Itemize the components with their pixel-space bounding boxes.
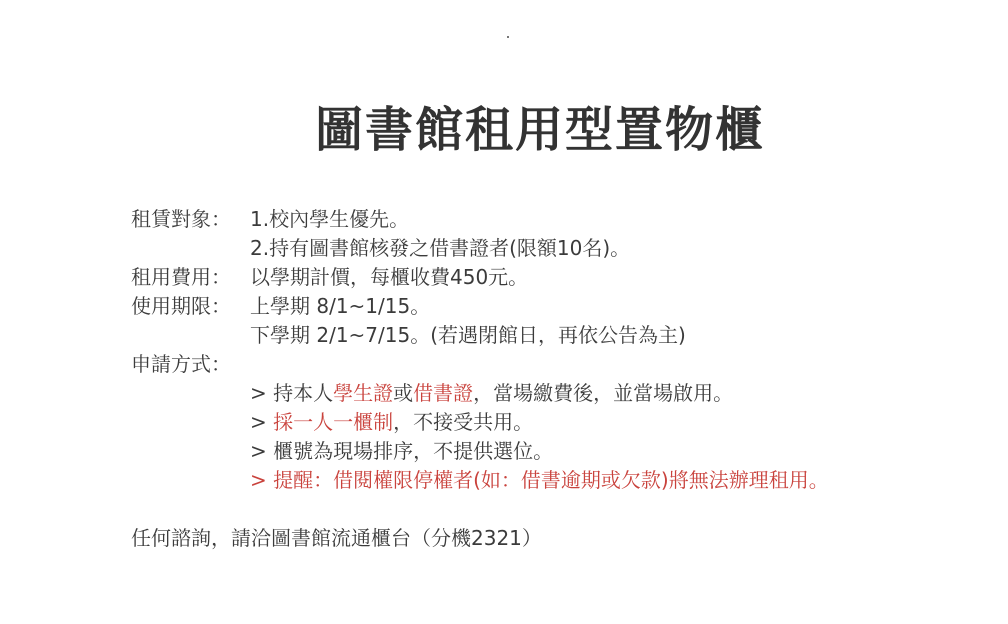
- rental-target-label: 租賃對象：: [131, 207, 231, 231]
- top-dot-mark: [507, 36, 509, 38]
- info-content: [131, 205, 991, 553]
- rental-target-item-2: 2.持有圖書館核發之借書證者(限額10名)。: [250, 236, 631, 260]
- contact-text: 任何諮詢，請洽圖書館流通櫃台（分機2321）: [131, 526, 542, 550]
- step-2-suffix: ，不接受共用。: [393, 410, 534, 434]
- step-1-suffix: ，當場繳費後，並當場啟用。: [473, 381, 734, 405]
- application-step-2: [131, 408, 991, 437]
- step-1-prefix: > 持本人: [250, 381, 334, 405]
- application-method-label: 申請方式：: [131, 352, 231, 376]
- rental-target-row-2: [131, 234, 991, 263]
- step-2-prefix: >: [250, 410, 274, 434]
- usage-period-row-2: [131, 321, 991, 350]
- step-1-connector: 或: [393, 381, 414, 405]
- rental-fee-value: 以學期計價，每櫃收費450元。: [250, 265, 529, 289]
- application-step-1: [131, 379, 991, 408]
- reminder-text: > 提醒：借閱權限停權者(如：借書逾期或欠款)將無法辦理租用。: [250, 468, 829, 492]
- contact-row: [131, 524, 991, 553]
- application-step-3: [131, 437, 991, 466]
- rental-fee-row: [131, 263, 991, 292]
- application-method-row: [131, 350, 991, 379]
- library-card-highlight: 借書證: [413, 381, 474, 405]
- usage-period-row: [131, 292, 991, 321]
- rental-fee-label: 租用費用：: [131, 265, 231, 289]
- application-step-4: [131, 466, 991, 495]
- rental-target-row: [131, 205, 991, 234]
- rental-target-item-1: 1.校內學生優先。: [250, 207, 410, 231]
- page-title: 圖書館租用型置物櫃: [314, 102, 765, 158]
- usage-period-label: 使用期限：: [131, 294, 231, 318]
- student-id-highlight: 學生證: [333, 381, 394, 405]
- one-per-person-highlight: 採一人一櫃制: [273, 410, 394, 434]
- step-3-text: > 櫃號為現場排序，不提供選位。: [250, 439, 554, 463]
- usage-period-first-semester: 上學期 8/1~1/15。: [250, 294, 431, 318]
- usage-period-second-semester: 下學期 2/1~7/15。(若遇閉館日，再依公告為主): [250, 323, 686, 347]
